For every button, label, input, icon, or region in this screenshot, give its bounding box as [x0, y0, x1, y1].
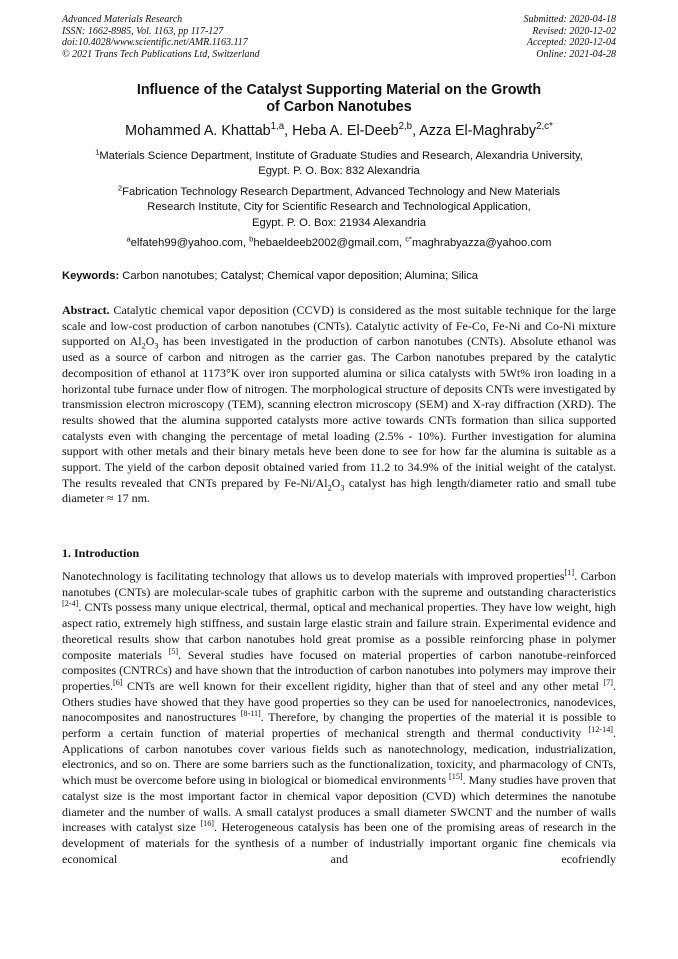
affiliation-line: Materials Science Department, Institute of Graduate Studies and Research, Alexandria University, [99, 150, 583, 162]
subscript: 2 [327, 483, 332, 493]
subscript: 3 [154, 341, 159, 351]
formula-part: O [331, 475, 341, 490]
intro-text: . Others studies have showed that they have good properties so they can be used for nanoelectronics, nanodevices, nanocomposites and nanostructures [62, 678, 616, 725]
citation[interactable]: [5] [168, 646, 179, 656]
author-separator: , [412, 123, 420, 139]
intro-text: . Therefore, by changing the properties of the material it is possible to perform a certain function of material properties of mechanical strength and thermal conductivity [62, 710, 617, 741]
affiliation-line: Egypt. P. O. Box: 21934 Alexandria [252, 216, 426, 229]
keywords-label: Keywords: [62, 270, 120, 282]
email-link[interactable]: elfateh99@yahoo.com, [130, 237, 250, 249]
submission-dates [524, 14, 617, 60]
email-link[interactable]: hebaeldeeb2002@gmail.com, [253, 237, 406, 249]
author-separator: , [284, 123, 293, 139]
revised-date: Revised: 2020-12-02 [532, 25, 616, 37]
formula-part: O [145, 334, 155, 349]
journal-name: Advanced Materials Research [62, 14, 183, 25]
citation[interactable]: [7] [603, 677, 613, 687]
affiliation-line: Egypt. P. O. Box: 832 Alexandria [258, 165, 420, 178]
keywords-text: Carbon nanotubes; Catalyst; Chemical vapor deposition; Alumina; Silica [119, 270, 479, 282]
abstract-label: Abstract. [62, 303, 110, 317]
title-line-2: of Carbon Nanotubes [266, 99, 412, 115]
intro-text: . Carbon nanotubes (CNTs) are molecular-scale tubes of graphitic carbon with the supreme and outstanding characteristics [62, 569, 616, 599]
intro-text: Nanotechnology is facilitating technology that allows us to develop materials with improved properties [62, 569, 565, 583]
affiliation-line: Fabrication Technology Research Department, Advanced Technology and New Materials [122, 186, 561, 198]
affiliation-mark: 1 [95, 147, 100, 157]
title-line-1: Influence of the Catalyst Supporting Material on the Growth [136, 82, 542, 98]
author-affiliation-mark: 2,c* [536, 121, 553, 133]
subscript: 2 [141, 341, 146, 351]
citation[interactable]: [8-11] [240, 709, 261, 719]
author-emails [62, 236, 616, 251]
author-name: Azza El-Maghraby [419, 123, 537, 139]
online-date: Online: 2021-04-28 [536, 48, 616, 60]
citation[interactable]: [15] [449, 772, 463, 782]
subscript: 3 [340, 483, 345, 493]
intro-text: . Several studies have focused on material properties of carbon nanotube-reinforced composites (CNTRCs) and have shown that the introduction of carbon nanotubes into polymers may improve their properties. [62, 647, 616, 693]
affiliation-mark: 2 [117, 183, 123, 193]
email-mark: b [249, 234, 254, 244]
author-affiliation-mark: 1,a [270, 121, 285, 133]
author-name: Mohammed A. Khattab [125, 123, 271, 139]
paper-title [62, 82, 616, 116]
intro-text: . CNTs possess many unique electrical, thermal, optical and mechanical properties. They have low weight, high aspect ratio, extremely high stiffness, and sustain large elastic strain and failure strain. Experimental evidence and theoretical results show that carbon nanotubes hold great promise as a possible reinforcing phase in polymer composite materials [62, 600, 616, 662]
keywords [62, 269, 616, 284]
abstract-text: catalyst has high length/diameter ratio and small tube diameter ≈ 17 nm. [62, 475, 617, 506]
intro-text: . Heterogeneous catalysis has been one of the promising areas of research in the development of materials for the synthesis of a number of industrially important organic fine chemicals via economical and ecofriendly [62, 820, 616, 866]
citation[interactable]: [1] [564, 568, 575, 577]
section-heading: 1. Introduction [62, 546, 140, 560]
citation[interactable]: [6] [112, 677, 123, 687]
email-link[interactable]: maghrabyazza@yahoo.com [412, 237, 552, 249]
author-affiliation-mark: 2,b [398, 121, 413, 133]
affiliation-line: Research Institute, City for Scientific Research and Technological Application, [147, 201, 531, 214]
journal-info [62, 14, 260, 60]
intro-text: . Applications of carbon nanotubes cover various fields such as nanotechnology, medication, industrialization, electronics, and so on. There are some barriers such as the functionalization, toxicity, and pharmacology of CNTs, which must be overcome before using in biological or biomedical environments [62, 726, 616, 788]
citation[interactable]: [12-14] [588, 725, 613, 735]
affiliation-1 [62, 149, 616, 180]
author-name: Heba A. El-Deeb [292, 123, 399, 139]
accepted-date: Accepted: 2020-12-04 [526, 37, 616, 49]
author-list [62, 122, 616, 140]
introduction-text [62, 569, 616, 867]
journal-doi: doi:10.4028/www.scientific.net/AMR.1163.117 [62, 37, 248, 49]
intro-text: . Many studies have proven that catalyst size is the most important factor in chemical vapor deposition (CVD) which determines the nanotube diameter and the number of walls. A small catalyst produces a small diameter SWCNT and the number of walls increases with catalyst size [62, 773, 616, 835]
journal-issn: ISSN: 1662-8985, Vol. 1163, pp 117-127 [62, 25, 224, 37]
email-mark: c* [405, 234, 413, 244]
citation[interactable]: [2-4] [62, 599, 79, 609]
affiliation-2 [62, 185, 616, 231]
intro-text: CNTs are well known for their excellent rigidity, higher than that of steel and any other metal [122, 678, 604, 693]
abstract [62, 303, 616, 507]
journal-copyright: © 2021 Trans Tech Publications Ltd, Switzerland [62, 48, 260, 60]
citation[interactable]: [16] [200, 819, 214, 829]
abstract-text: has been investigated in the production of carbon nanotubes (CNTs). Absolute ethanol was used as a source of carbon and nitrogen as the carrier gas. The Carbon nanotubes prepared by the catalytic decomposition of ethanol at 1173°K over iron supported alumina or silica catalysts with 5Wt% iron loading in a horizontal tube furnace under flow of nitrogen. The morphological structure of deposits CNTs were investigated by transmission electron microscopy (TEM), scanning electron microscopy (SEM) and X-ray diffraction (XRD). The results showed that the alumina supported catalysts more active towards CNTs formation than silica supported catalysts even with changing the percentage of metal loading (2.5% - 10%). Further investigation for alumina support with other metals and their binary metals heve been done to see for how far the alumina is suitable as a support. The yield of the carbon deposit obtained varied from 11.2 to 34.9% of the initial weight of the catalyst. The results revealed that CNTs prepared by Fe-Ni/Al [62, 334, 616, 490]
abstract-text: Catalytic chemical vapor deposition (CCVD) is considered as the most suitable technique for the large scale and low-cost production of carbon nanotubes (CNTs). Catalytic activity of Fe-Co, Fe-Ni and Co-Ni mixture supported on Al [62, 303, 616, 349]
submitted-date: Submitted: 2020-04-18 [523, 14, 616, 25]
email-mark: a [126, 234, 131, 244]
